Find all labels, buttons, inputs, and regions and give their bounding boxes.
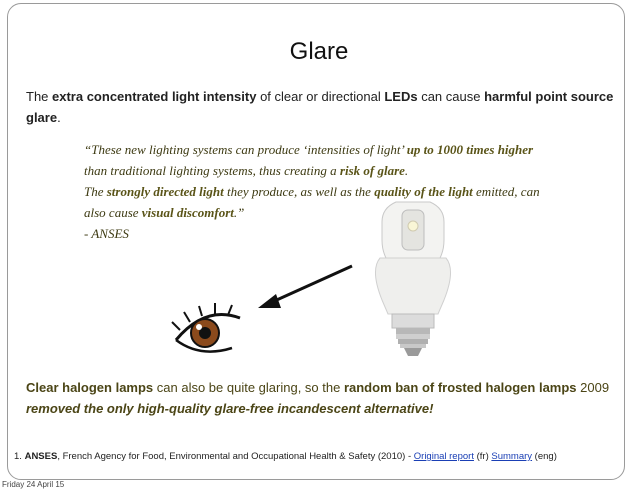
footnote [14,451,630,462]
halogen-text-2: 2009 [576,380,610,395]
quote-accent-2: risk of glare [339,163,405,178]
intro-text-3: can cause [417,89,485,104]
quote-accent-1: up to 1000 times higher [406,142,534,157]
quote-text-7: .” [233,205,245,220]
intro-bold-1: extra concentrated light intensity [52,89,257,104]
intro-text-4: . [57,110,61,125]
halogen-bold-2: random ban of frosted halogen lamps [343,380,577,395]
intro-text-2: of clear or directional [256,89,385,104]
summary-link[interactable]: Summary [491,451,533,462]
intro-bold-3: harmful point source glare [26,89,614,125]
quote-paragraph-2 [84,181,554,223]
slide-date: Friday 24 April 15 [2,480,65,489]
quote-paragraph-1 [84,139,554,181]
halogen-bold-1: Clear halogen lamps [26,380,154,395]
quote-text-5: they produce, as well as the [223,184,375,199]
footnote-org: ANSES [24,451,58,462]
halogen-bold-italic-3: removed the only high-quality glare-free incandescent alternative! [26,401,434,416]
intro-text-1: The [26,89,53,104]
intro-paragraph [26,86,616,128]
footnote-number: 1. [14,451,22,462]
slide-title: Glare [289,38,349,65]
quote-attribution: - ANSES [84,226,129,241]
footnote-end: (eng) [532,451,557,462]
halogen-text-1: can also be quite glaring, so the [153,380,344,395]
original-report-link[interactable]: Original report [413,451,474,462]
footnote-mid: (fr) [473,451,492,462]
anses-quote [84,139,554,244]
intro-bold-2: LEDs [384,89,418,104]
halogen-note [26,377,616,419]
footnote-text: , French Agency for Food, Environmental and Occupational Health & Safety (2010) - [57,451,414,462]
quote-accent-4: quality of the light [374,184,473,199]
quote-text-6: emitted, can also cause [84,184,540,220]
quote-text-1: “These new lighting systems can produce ‘intensities of light’ [84,142,407,157]
quote-text-2: than traditional lighting systems, thus creating a [84,163,340,178]
quote-accent-5: visual discomfort [141,205,234,220]
quote-accent-3: strongly directed light [106,184,224,199]
quote-text-3: . [404,163,409,178]
quote-text-4: The [84,184,107,199]
